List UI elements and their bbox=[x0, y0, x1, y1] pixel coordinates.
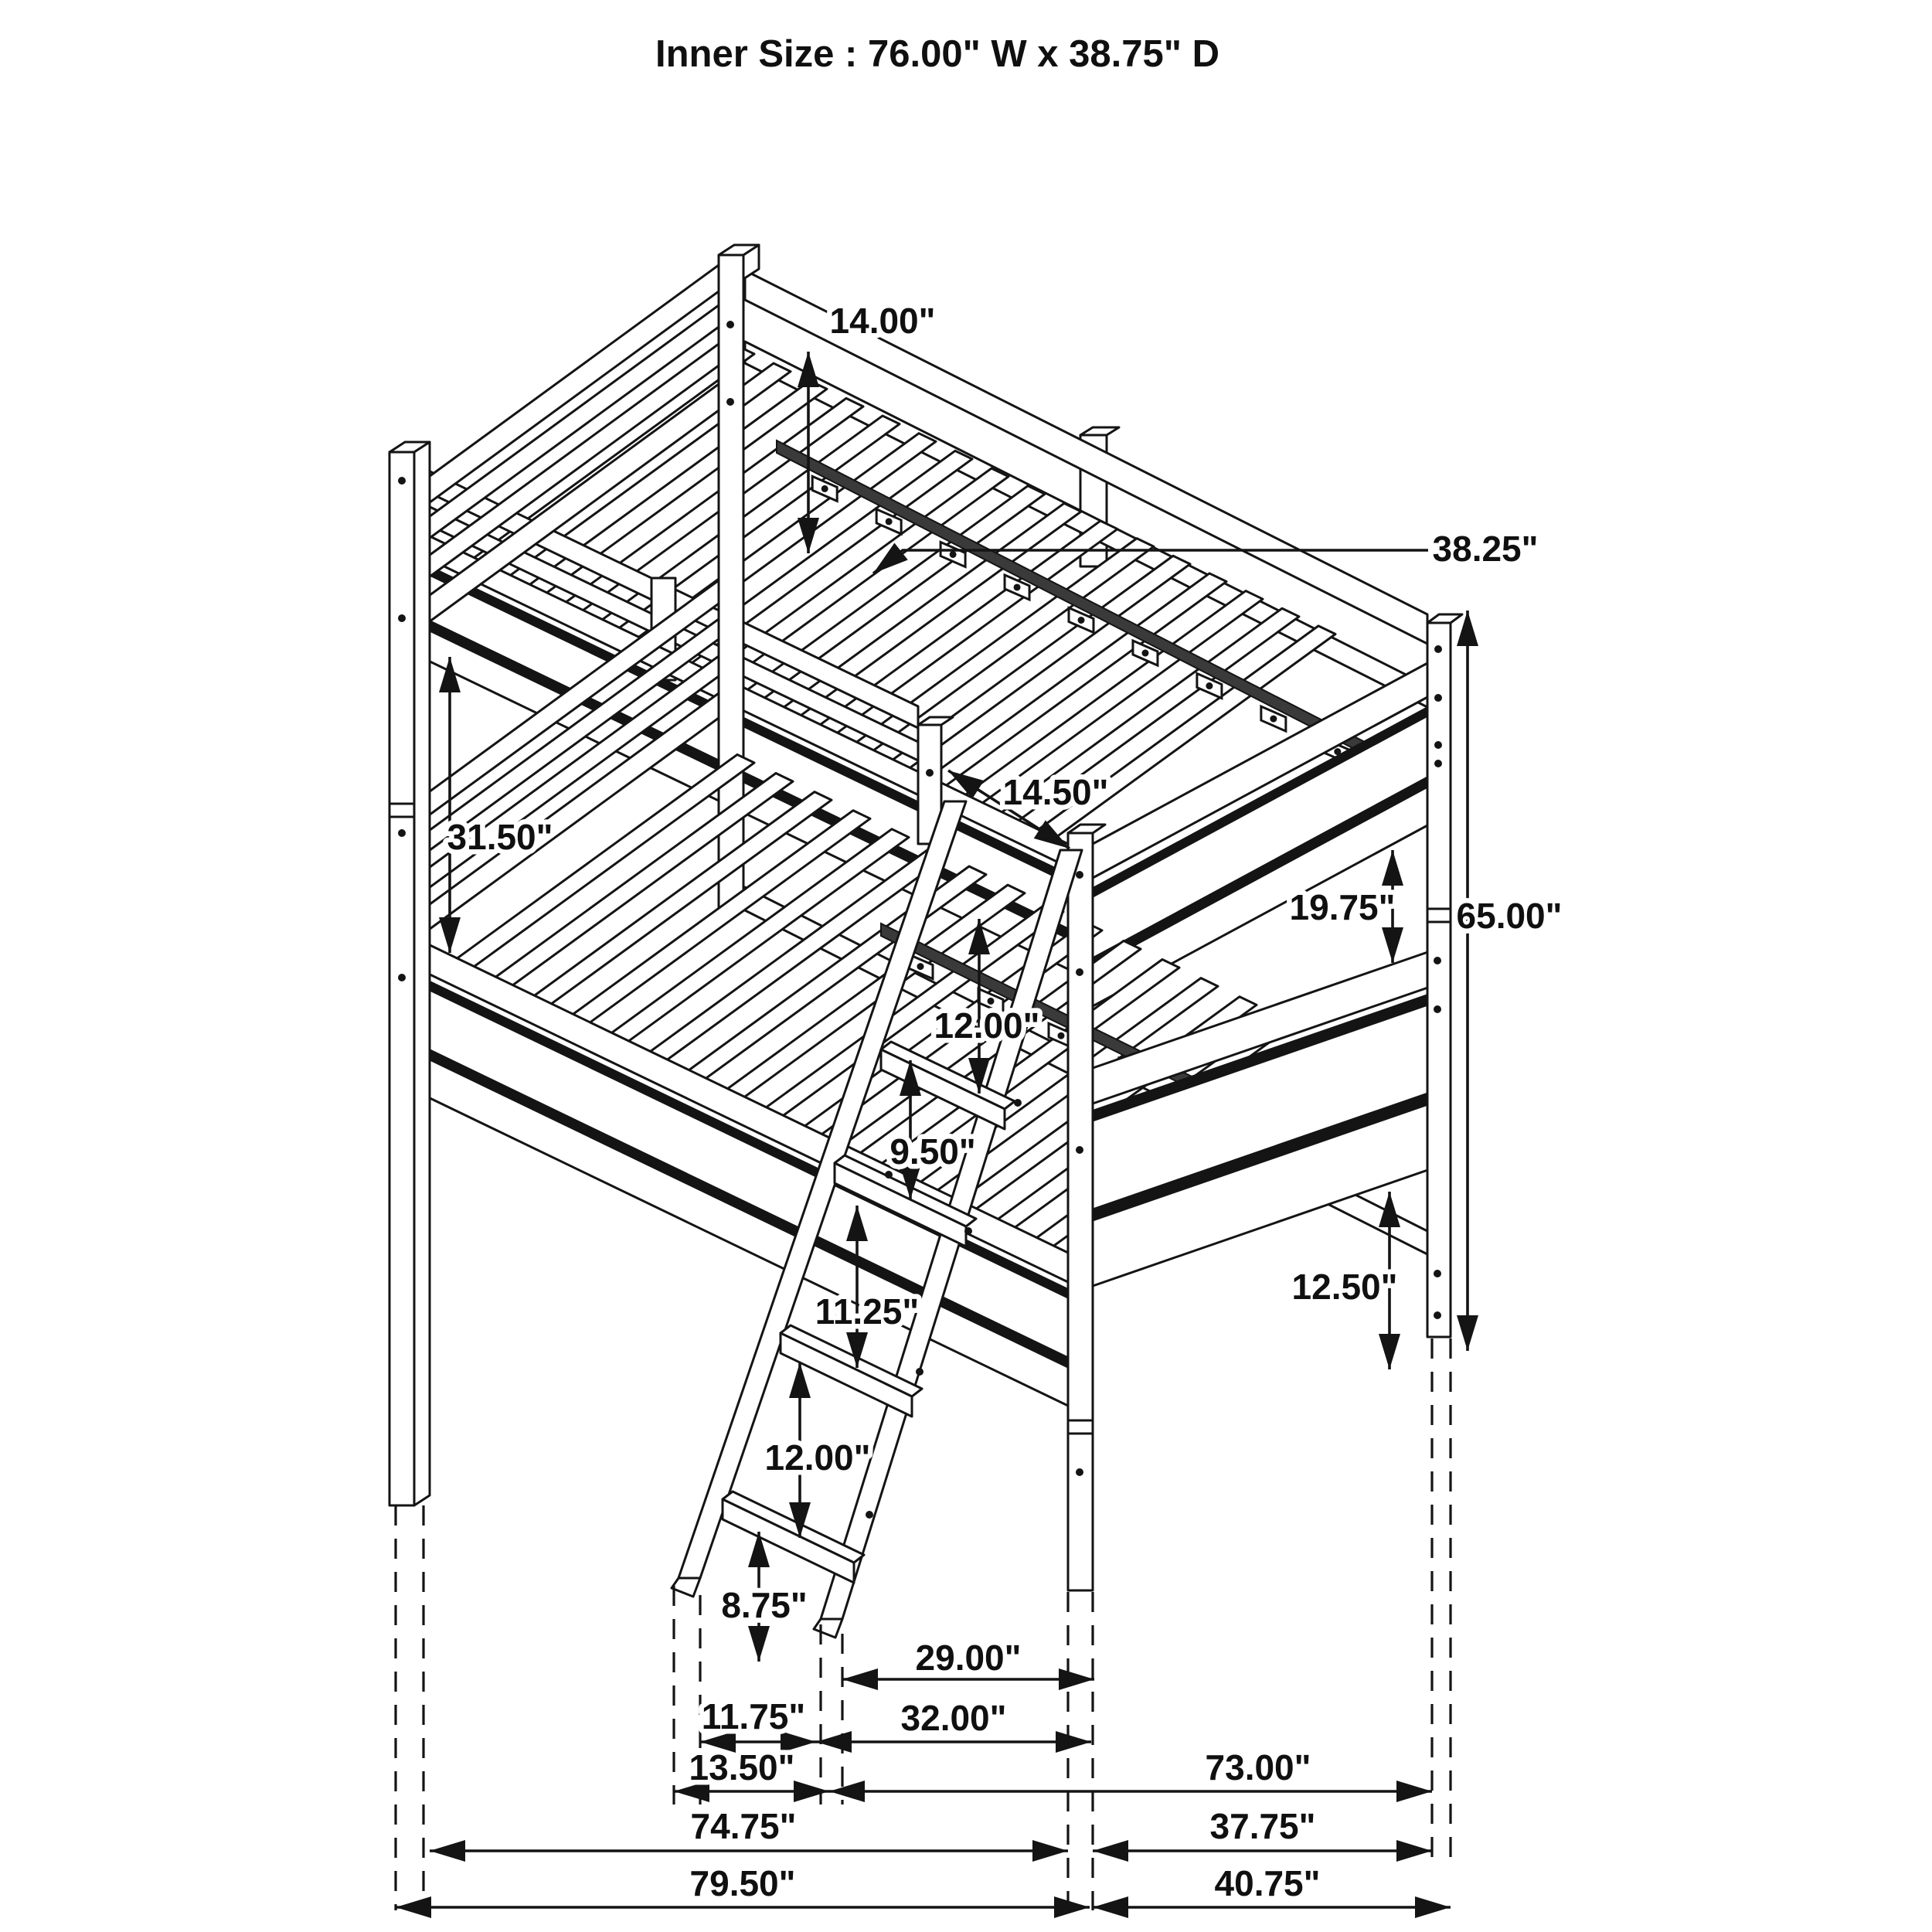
dim-label-14-50: 14.50" bbox=[1002, 772, 1109, 812]
foot-rear-post bbox=[1427, 614, 1462, 1337]
dim-label-12-00-lower: 12.00" bbox=[764, 1437, 871, 1478]
diagram-title: Inner Size : 76.00" W x 38.75" D bbox=[655, 33, 1220, 75]
dim-label-9-50: 9.50" bbox=[889, 1131, 976, 1172]
dim-label-65-00: 65.00" bbox=[1456, 896, 1563, 936]
dim-label-79-50: 79.50" bbox=[689, 1863, 796, 1903]
dim-label-13-50: 13.50" bbox=[689, 1747, 795, 1787]
head-front-post bbox=[389, 442, 430, 1505]
dim-label-11-25: 11.25" bbox=[815, 1291, 920, 1332]
dim-label-73-00: 73.00" bbox=[1205, 1747, 1311, 1787]
dim-label-12-50: 12.50" bbox=[1291, 1267, 1398, 1307]
dim-label-74-75: 74.75" bbox=[690, 1806, 797, 1846]
dim-label-31-50: 31.50" bbox=[447, 817, 553, 857]
dim-label-38-25: 38.25" bbox=[1432, 529, 1539, 569]
dim-label-14-00: 14.00" bbox=[829, 301, 936, 341]
dim-label-19-75: 19.75" bbox=[1289, 887, 1396, 927]
lower-footboard bbox=[1093, 948, 1439, 1286]
dim-label-8-75: 8.75" bbox=[721, 1585, 808, 1625]
dim-label-37-75: 37.75" bbox=[1209, 1806, 1316, 1846]
dim-label-40-75: 40.75" bbox=[1214, 1863, 1321, 1903]
dim-label-32-00: 32.00" bbox=[900, 1698, 1007, 1738]
dim-label-29-00: 29.00" bbox=[915, 1638, 1022, 1678]
dim-label-12-00-upper: 12.00" bbox=[934, 1005, 1040, 1046]
dim-label-11-75: 11.75" bbox=[701, 1696, 806, 1736]
